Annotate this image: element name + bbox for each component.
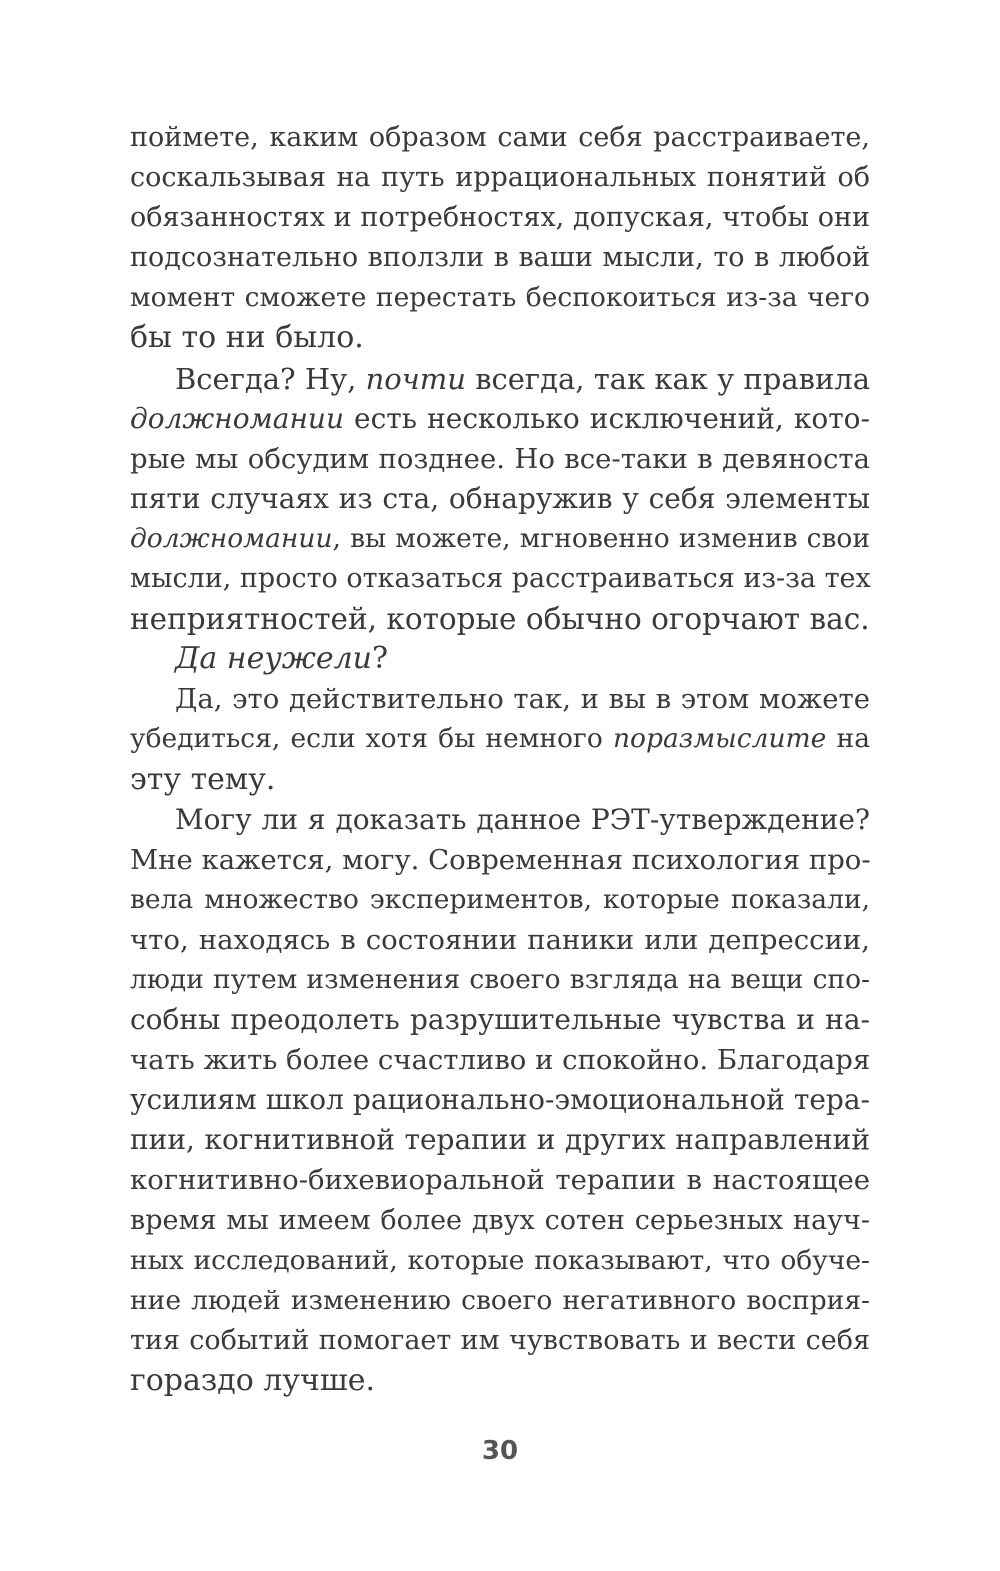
text-line <box>130 359 870 399</box>
text-run: всегда, так как у правила <box>465 361 870 396</box>
paragraph-4 <box>130 679 870 799</box>
text-run: на <box>826 723 871 755</box>
text-line: неприятностей, которые обычно огорчают вас. <box>130 602 870 637</box>
text-line: обязанностях и потребностях, допуская, чтобы они <box>130 202 870 234</box>
text-run: Всегда? Ну, <box>175 361 366 396</box>
body-text <box>130 118 870 1401</box>
text-line: гораздо лучше. <box>130 1362 376 1398</box>
page-number: 30 <box>481 1436 519 1466</box>
text-line: эту тему. <box>130 761 276 797</box>
text-line: ных исследований, которые показывают, что обуче- <box>130 1244 870 1276</box>
text-line: когнитивно-бихевиоральной терапии в настоящее <box>130 1164 870 1197</box>
text-run: , вы можете, мгновенно изменив свои <box>332 522 870 554</box>
text-line: поймете, каким образом сами себя расстраиваете, <box>130 122 870 153</box>
italic-term: поразмыслите <box>612 723 827 755</box>
text-line: Да, это действительно так, и вы в этом можете <box>175 683 870 716</box>
text-run: ? <box>372 641 389 677</box>
text-line: вела множество экспериментов, которые показали, <box>130 883 870 915</box>
text-line: Мне кажется, могу. Современная психология про- <box>130 843 871 876</box>
text-line: пии, когнитивной терапии и других направлений <box>130 1123 870 1157</box>
text-line: люди путем изменения своего взгляда на вещи спо- <box>130 963 870 995</box>
text-line: соскальзывая на путь иррациональных понятий об <box>130 162 870 194</box>
paragraph-3 <box>130 639 870 679</box>
text-line: Могу ли я доказать данное РЭТ-утверждение? <box>175 802 870 836</box>
text-line: пяти случаях из ста, обнаружив у себя элементы <box>130 481 870 515</box>
paragraph-1 <box>130 118 870 359</box>
text-line: тия событий помогает им чувствовать и вести себя <box>130 1324 870 1356</box>
text-line: рые мы обсудим позднее. Но все-таки в девяноста <box>130 442 870 475</box>
paragraph-5 <box>130 800 870 1401</box>
text-line <box>130 639 870 679</box>
italic-term: Да неужели <box>175 641 373 677</box>
text-run: есть несколько исключений, кото- <box>343 401 870 435</box>
text-line: собны преодолеть разрушительные чувства и на- <box>130 1003 870 1037</box>
text-line: время мы имеем более двух сотен серьезных науч- <box>130 1204 870 1236</box>
italic-term: должномании <box>130 401 344 435</box>
text-line: ние людей изменению своего негативного восприя- <box>130 1284 870 1316</box>
text-line: чать жить более счастливо и спокойно. Благодаря <box>130 1044 871 1077</box>
text-line: подсознательно вползли в ваши мысли, то в любой <box>130 242 870 274</box>
text-line <box>130 519 870 559</box>
text-line: бы то ни было. <box>130 320 364 356</box>
text-line: что, находясь в состоянии паники или депрессии, <box>130 923 870 956</box>
italic-term: должномании <box>130 522 333 554</box>
text-line: мысли, просто отказаться расстраиваться из-за тех <box>130 563 871 595</box>
text-line <box>130 719 870 759</box>
text-line: усилиям школ рационально-эмоциональной тера- <box>130 1083 870 1117</box>
text-line: момент сможете перестать беспокоиться из-за чего <box>130 282 870 314</box>
italic-term: почти <box>365 361 466 396</box>
text-line <box>130 399 870 439</box>
paragraph-2 <box>130 359 870 640</box>
text-run: убедиться, если хотя бы немного <box>130 723 613 755</box>
